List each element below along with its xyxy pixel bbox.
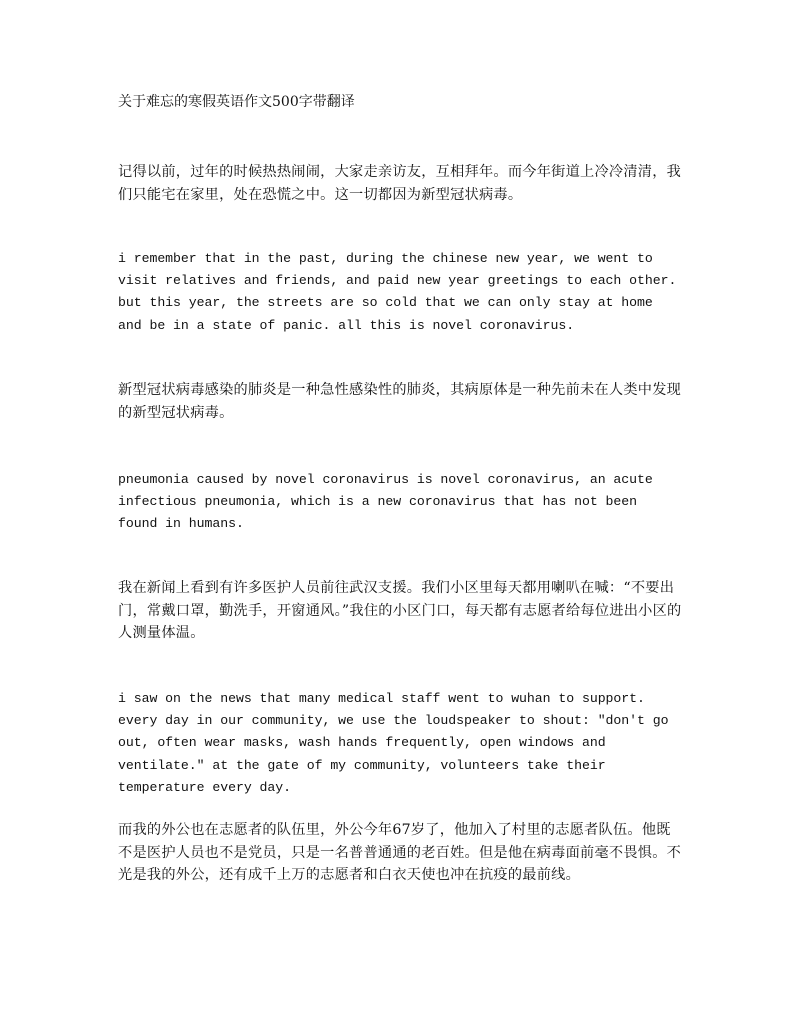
- document-title: 关于难忘的寒假英语作文500字带翻译: [118, 94, 355, 110]
- paragraph-en-3: i saw on the news that many medical staff went to wuhan to support. every day in our community, we use the loudspeaker to shout: "don't go out, often wear masks, wash hands frequently, open windows and ventilate." at the gate of my community, volunteers take their temperature every day.: [118, 691, 669, 795]
- paragraph-zh-1: 记得以前，过年的时候热热闹闹，大家走亲访友，互相拜年。而今年街道上冷冷清清，我们只能宅在家里，处在恐慌之中。这一切都因为新型冠状病毒。: [118, 164, 682, 203]
- paragraph-en-1: i remember that in the past, during the chinese new year, we went to visit relatives and friends, and paid new year greetings to each other. but this year, the streets are so cold that we can only stay at home and be in a state of panic. all this is novel coronavirus.: [118, 251, 677, 333]
- paragraph-zh-4: 而我的外公也在志愿者的队伍里，外公今年67岁了，他加入了村里的志愿者队伍。他既不是医护人员也不是党员，只是一名普普通通的老百姓。但是他在病毒面前毫不畏惧。不光是我的外公，还有成千上万的志愿者和白衣天使也冲在抗疫的最前线。: [118, 822, 682, 883]
- paragraph-zh-3: 我在新闻上看到有许多医护人员前往武汉支援。我们小区里每天都用喇叭在喊：“不要出门，常戴口罩，勤洗手，开窗通风。”我住的小区门口，每天都有志愿者给每位进出小区的人测量体温。: [118, 580, 682, 641]
- paragraph-zh-2: 新型冠状病毒感染的肺炎是一种急性感染性的肺炎，其病原体是一种先前未在人类中发现的新型冠状病毒。: [118, 382, 682, 421]
- paragraph-en-2: pneumonia caused by novel coronavirus is novel coronavirus, an acute infectious pneumonia, which is a new coronavirus that has not been found in humans.: [118, 472, 653, 532]
